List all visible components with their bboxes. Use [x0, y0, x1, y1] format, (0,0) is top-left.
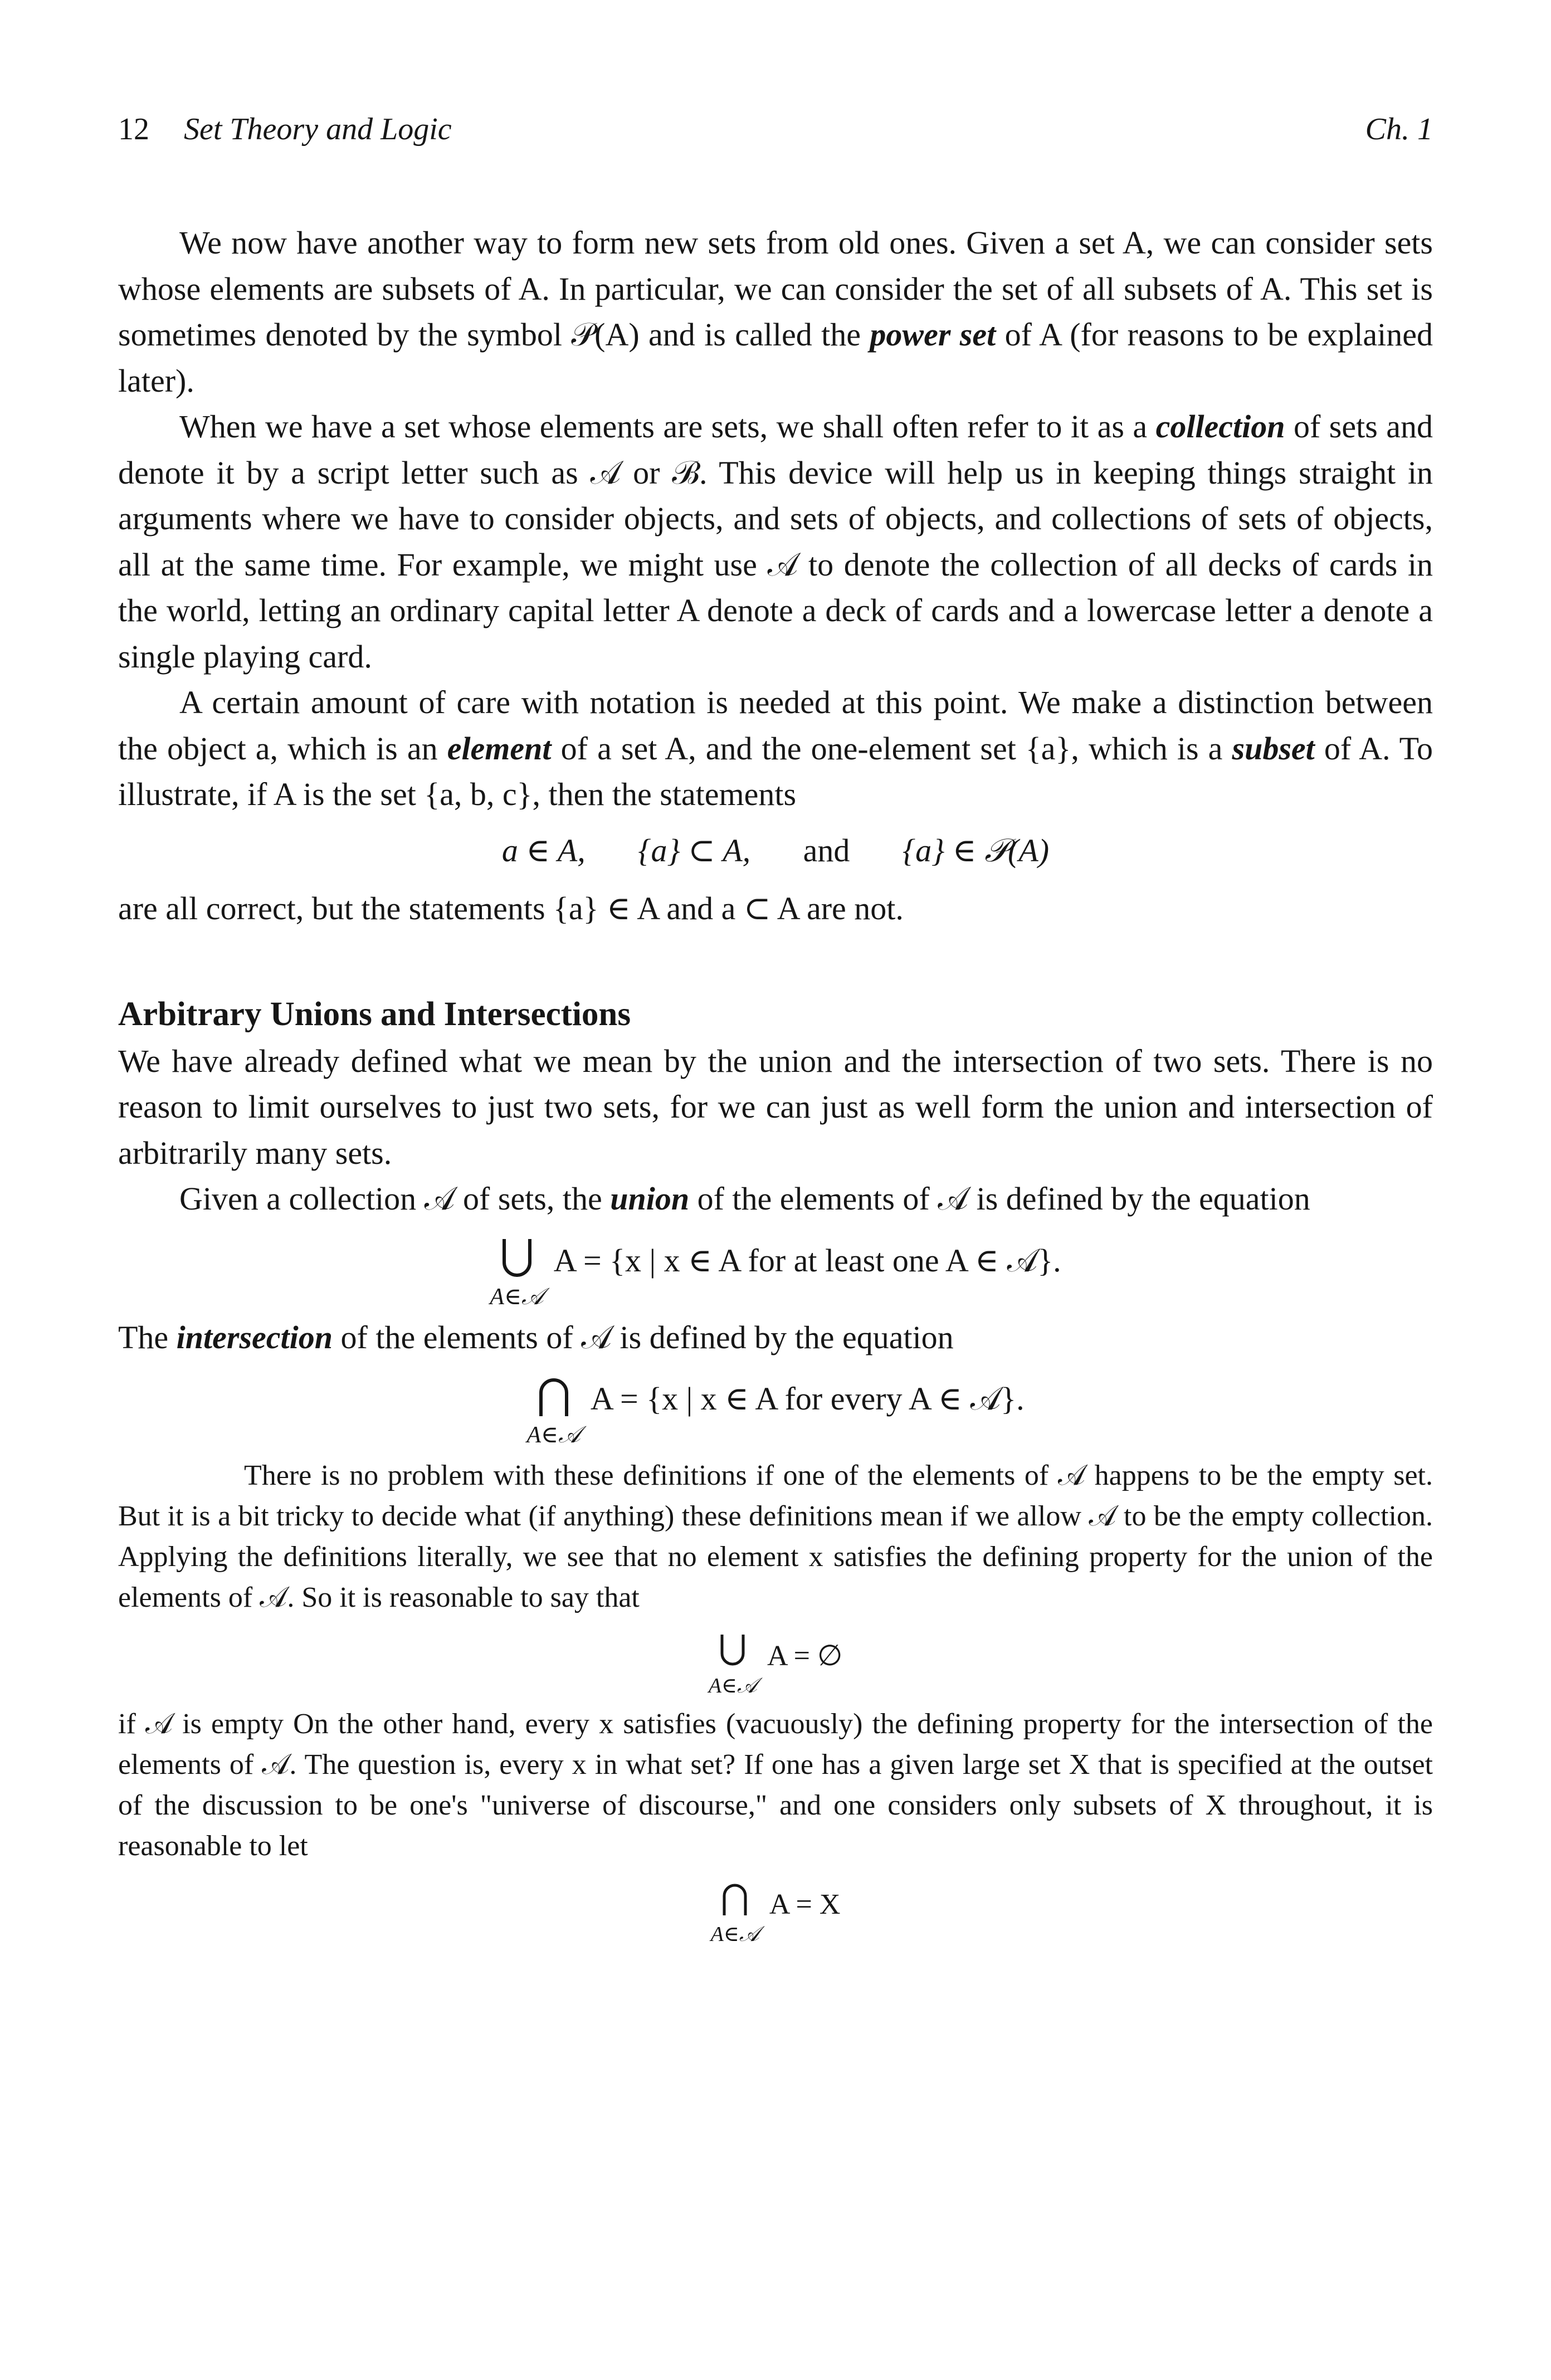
- big-intersection-icon: [536, 1375, 571, 1418]
- intersection-expression: A = {x | x ∈ A for every A ∈ 𝒜}.: [590, 1381, 1025, 1417]
- term-intersection: intersection: [176, 1319, 333, 1355]
- display-statements: [118, 828, 1433, 874]
- term-collection: collection: [1155, 408, 1285, 445]
- text-run: of the elements of 𝒜 is defined by the equation: [333, 1319, 954, 1355]
- term-power-set: power set: [870, 316, 996, 353]
- text-run: A certain amount of care with notation is needed at this point. We make a distinction between the object a, which is an: [118, 684, 1433, 767]
- intersection-subscript: A∈𝒜: [526, 1422, 581, 1448]
- text-run: of sets and denote it by a script letter such as 𝒜 or ℬ. This device will help us in keeping things straight in arguments where we have to consider objects, and sets of objects, and collections of sets of objects, all at the same time. For example, we might use 𝒜 to denote the collection of all decks of cards in the world, letting an ordinary capital letter A denote a deck of cards and a lowercase letter a denote a single playing card.: [118, 408, 1433, 675]
- term-subset: subset: [1232, 730, 1315, 767]
- page-body: [118, 220, 1433, 1952]
- text-run: of a set A, and the one-element set {a}, which is a: [551, 730, 1232, 767]
- text-run: When we have a set whose elements are sets, we shall often refer to it as a: [179, 408, 1156, 445]
- term-element: element: [447, 730, 552, 767]
- statement-1: a ∈ A,: [501, 832, 586, 869]
- paragraph-intersection-def: [118, 1315, 1433, 1361]
- chapter-label: Ch. 1: [1365, 112, 1433, 147]
- paragraph-notation: [118, 680, 1433, 818]
- equation-empty-union: [118, 1632, 1433, 1699]
- paragraph-arbitrary: We have already defined what we mean by the union and the intersection of two sets. There is no reason to limit ourselves to just two sets, for we can just as well form the union and intersection of arbitrarily many sets.: [118, 1042, 1433, 1171]
- small-print-block: [118, 1455, 1433, 1948]
- paragraph-union-def: [118, 1176, 1433, 1222]
- text-run: Given a collection 𝒜 of sets, the: [179, 1181, 611, 1217]
- big-union-icon: [500, 1237, 534, 1280]
- statement-2: {a} ⊂ A,: [638, 832, 751, 869]
- text-run: of A (for reasons to be explained later).: [118, 316, 1433, 399]
- text-run: The: [118, 1319, 177, 1355]
- page-number: 12: [118, 112, 149, 147]
- union-expression: A = {x | x ∈ A for at least one A ∈ 𝒜}.: [553, 1242, 1061, 1279]
- paragraph-empty-collection: There is no problem with these definitions if one of the elements of 𝒜 happens to be the empty set. But it is a bit tricky to decide what (if anything) these definitions mean if we allow 𝒜 to be the empty collection. Applying the definitions literally, we see that no element x satisfies the defining property for the union of the elements of 𝒜. So it is reasonable to say that: [118, 1460, 1433, 1613]
- union-subscript: A∈𝒜: [490, 1284, 544, 1310]
- empty-union-subscript: A∈𝒜: [708, 1674, 757, 1698]
- big-intersection-icon: [720, 1881, 749, 1918]
- term-union: union: [610, 1181, 690, 1217]
- display-and: and: [803, 832, 850, 869]
- statement-3: {a} ∈ 𝒫(A): [902, 832, 1050, 869]
- equation-universe: [118, 1881, 1433, 1948]
- equation-intersection: [118, 1375, 1433, 1449]
- text-run: of A. To illustrate, if A is the set {a, b, c}, then the statements: [118, 730, 1433, 812]
- paragraph-correct-statements: are all correct, but the statements {a} ∈ A and a ⊂ A are not.: [118, 890, 904, 926]
- empty-union-expression: A = ∅: [767, 1640, 843, 1672]
- paragraph-power-set: [118, 220, 1433, 404]
- paragraph-collection: [118, 404, 1433, 680]
- universe-subscript: A∈𝒜: [710, 1923, 759, 1946]
- big-union-icon: [718, 1632, 747, 1669]
- text-run: of the elements of 𝒜 is defined by the equation: [689, 1181, 1310, 1217]
- equation-union: [118, 1237, 1433, 1310]
- section-heading: Arbitrary Unions and Intersections: [118, 995, 631, 1033]
- running-title: Set Theory and Logic: [184, 112, 452, 147]
- universe-expression: A = X: [769, 1889, 841, 1920]
- paragraph-universe: if 𝒜 is empty On the other hand, every x satisfies (vacuously) the defining property for the intersection of the elements of 𝒜. The question is, every x in what set? If one has a given large set X that is specified at the outset of the discussion to be one's "universe of discourse," and one considers only subsets of X throughout, it is reasonable to let: [118, 1708, 1433, 1862]
- text-run: We now have another way to form new sets from old ones. Given a set A, we can consider sets whose elements are subsets of A. In particular, we can consider the set of all subsets of A. This set is sometimes denoted by the symbol 𝒫(A) and is called the: [118, 225, 1433, 353]
